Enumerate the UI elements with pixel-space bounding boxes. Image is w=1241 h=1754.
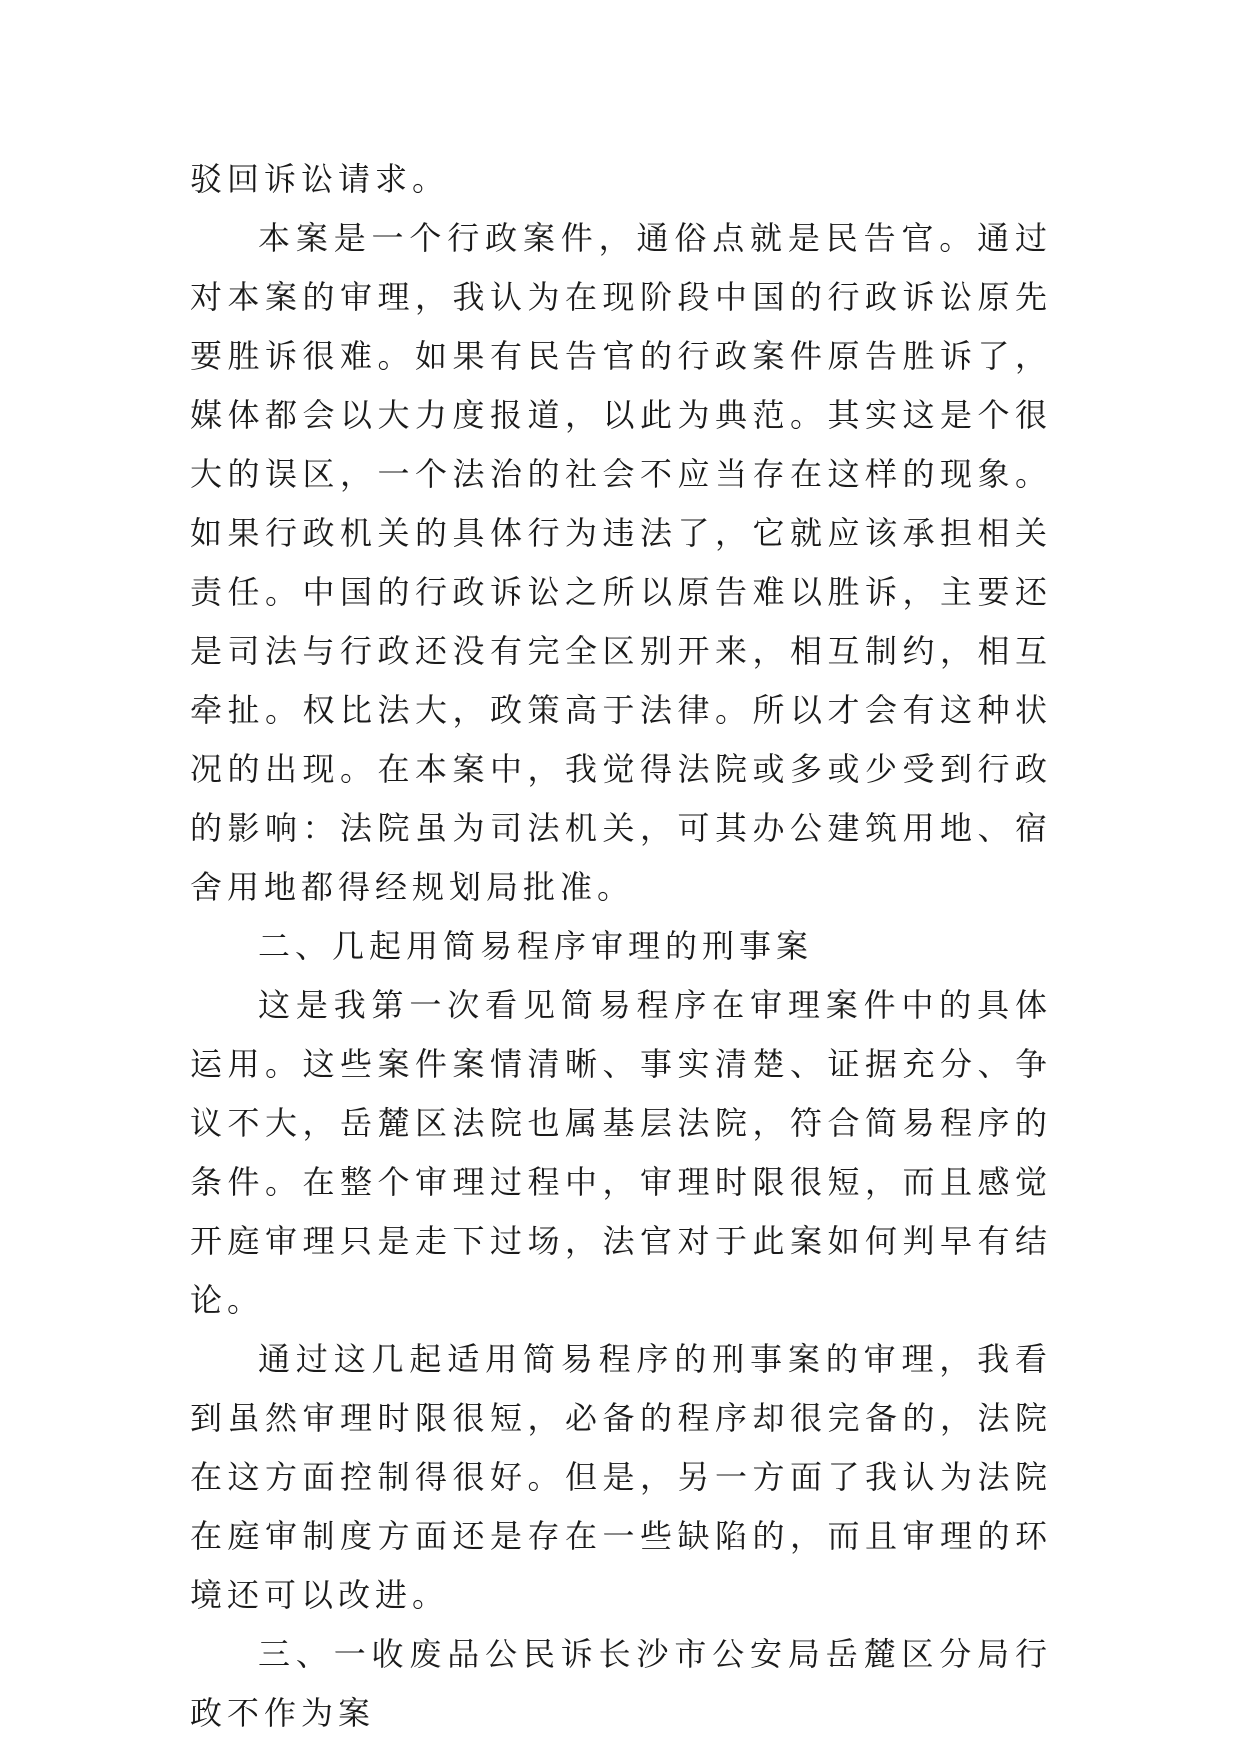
paragraph-trial-observation: 通过这几起适用简易程序的刑事案的审理，我看到虽然审理时限很短，必备的程序却很完备的，法院在这方面控制得很好。但是，另一方面了我认为法院在庭审制度方面还是存在一些缺陷的，而且审理的环境还可以改进。: [190, 1340, 1052, 1614]
paragraph-simplified-procedure: 这是我第一次看见简易程序在审理案件中的具体运用。这些案件案情清晰、事实清楚、证据充分、争议不大，岳麓区法院也属基层法院，符合简易程序的条件。在整个审理过程中，审理时限很短，而且感觉开庭审理只是走下过场，法官对于此案如何判早有结论。: [190, 986, 1052, 1319]
paragraph-continuation: 驳回诉讼请求。: [190, 160, 450, 198]
paragraph-case-analysis: 本案是一个行政案件，通俗点就是民告官。通过对本案的审理，我认为在现阶段中国的行政诉讼原先要胜诉很难。如果有民告官的行政案件原告胜诉了，媒体都会以大力度报道，以此为典范。其实这是个很大的误区，一个法治的社会不应当存在这样的现象。如果行政机关的具体行为违法了，它就应该承担相关责任。中国的行政诉讼之所以原告难以胜诉，主要还是司法与行政还没有完全区别开来，相互制约，相互牵扯。权比法大，政策高于法律。所以才会有这种状况的出现。在本案中，我觉得法院或多或少受到行政的影响：法院虽为司法机关，可其办公建筑用地、宿舍用地都得经规划局批准。: [190, 219, 1052, 906]
section-heading-3: 三、一收废品公民诉长沙市公安局岳麓区分局行政不作为案: [190, 1635, 1052, 1732]
section-heading-2: 二、几起用简易程序审理的刑事案: [258, 927, 814, 965]
body-text: [190, 150, 1052, 1743]
